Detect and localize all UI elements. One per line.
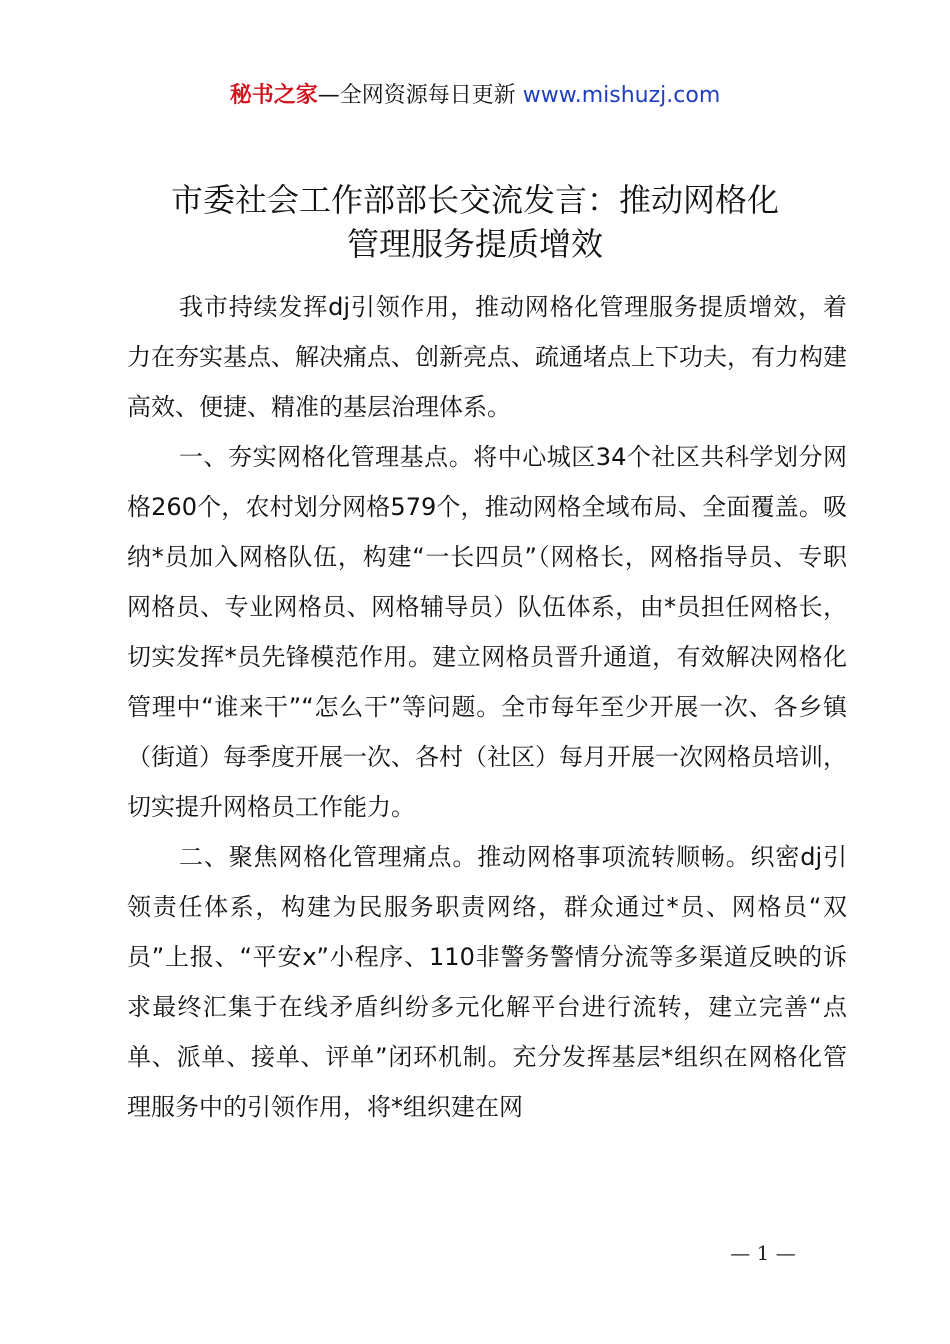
paragraph-intro: 我市持续发挥dj引领作用，推动网格化管理服务提质增效，着力在夯实基点、解决痛点、创新亮点、疏通堵点上下功夫，有力构建高效、便捷、精准的基层治理体系。: [127, 293, 847, 421]
paragraph-section-2: 二、聚焦网格化管理痛点。推动网格事项流转顺畅。织密dj引领责任体系，构建为民服务职责网络，群众通过*员、网格员“双员”上报、“平安x”小程序、110非警务警情分流等多渠道反映的诉求最终汇集于在线矛盾纠纷多元化解平台进行流转，建立完善“点单、派单、接单、评单”闭环机制。充分发挥基层*组织在网格化管理服务中的引领作用，将*组织建在网: [127, 843, 847, 1121]
site-url-link[interactable]: www.mishuzj.com: [522, 83, 721, 108]
site-tagline: —全网资源每日更新: [317, 83, 516, 108]
document-title-line-2: 管理服务提质增效: [346, 225, 603, 263]
document-title: [0, 178, 950, 266]
site-brand: 秘书之家: [229, 83, 318, 108]
paragraph-section-1: 一、夯实网格化管理基点。将中心城区34个社区共科学划分网格260个，农村划分网格579个，推动网格全域布局、全面覆盖。吸纳*员加入网格队伍，构建“一长四员”（网格长，网格指导员、专职网格员、专业网格员、网格辅导员）队伍体系，由*员担任网格长，切实发挥*员先锋模范作用。建立网格员晋升通道，有效解决网格化管理中“谁来干”“怎么干”等问题。全市每年至少开展一次、各乡镇（街道）每季度开展一次、各村（社区）每月开展一次网格员培训，切实提升网格员工作能力。: [127, 443, 847, 821]
document-title-line-1: 市委社会工作部部长交流发言：推动网格化: [170, 181, 779, 219]
site-header: [0, 80, 950, 112]
page-number: — 1 —: [730, 1241, 796, 1265]
document-body: [127, 282, 847, 1132]
